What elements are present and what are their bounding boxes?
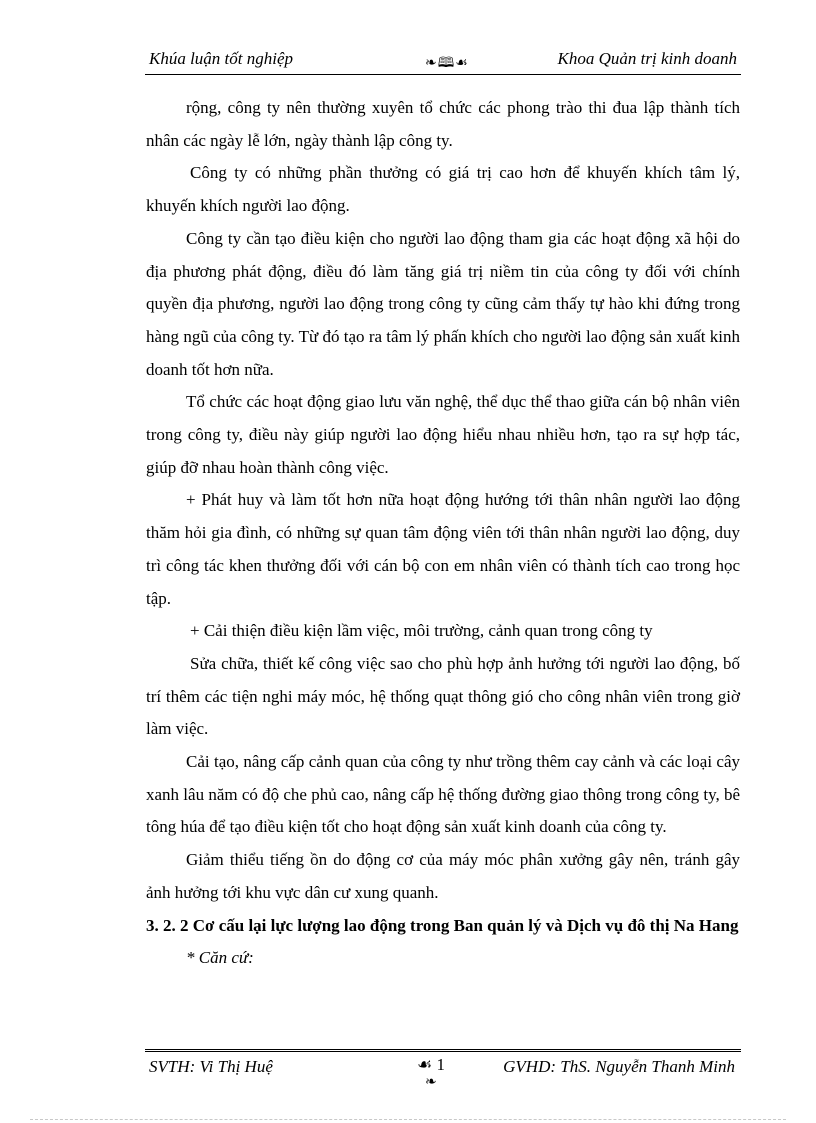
paragraph-8: Cải tạo, nâng cấp cảnh quan của công ty như trồng thêm cay cảnh và các loại cây xanh lâu năm có độ che phủ cao, nâng cấp hệ thống đường giao thông trong công ty, bê tông húa để tạo điều kiện tốt cho hoạt động sản xuất kinh doanh của công ty. [146, 752, 741, 837]
header-faculty: Khoa Quản trị kinh doanh [557, 49, 737, 68]
paragraph-5: + Phát huy và làm tốt hơn nữa hoạt động hướng tới thân nhân người lao động thăm hỏi gia đình, có những sự quan tâm động viên tới thân nhân người lao động, duy trì công tác khen thưởng đối với cán bộ con em nhân viên có thành tích cao trong học tập. [146, 490, 740, 608]
paragraph-2: Công ty có những phần thưởng có giá trị cao hơn để khuyến khích tâm lý, khuyến khích người lao động. [146, 163, 740, 216]
paragraph-7: Sửa chữa, thiết kế công việc sao cho phù hợp ảnh hưởng tới người lao động, bố trí thêm các tiện nghi máy móc, hệ thống quạt thông gió cho công nhân viên trong giờ làm việc. [146, 653, 740, 739]
footer-ornament-icon: ❧ [425, 1075, 437, 1090]
header-ornament-icon: ❧🕮☙ [425, 56, 469, 71]
page-header [145, 48, 741, 75]
page-footer [145, 1049, 741, 1092]
page-number: ☙ 1 [417, 1055, 445, 1074]
footer-student: SVTH: Vi Thị Huệ [149, 1057, 273, 1076]
paragraph-9: Giảm thiểu tiếng ồn do động cơ của máy móc phân xưởng gây nên, tránh gây ảnh hưởng tới khu vực dân cư xung quanh. [146, 850, 740, 902]
page-edge-divider [30, 1119, 786, 1120]
section-heading: 3. 2. 2 Cơ cấu lại lực lượng lao động trong Ban quản lý và Dịch vụ đô thị Na Hang [146, 915, 739, 935]
header-thesis-title: Khúa luận tốt nghiệp [149, 49, 294, 68]
paragraph-3: Công ty cần tạo điều kiện cho người lao động tham gia các hoạt động xã hội do địa phương phát động, điều đó làm tăng giá trị niềm tin của công ty đối với chính quyền địa phương, người lao động trong công ty cũng cảm thấy tự hào khi đứng trong hàng ngũ của công ty. Từ đó tạo ra tâm lý phấn khích cho người lao động sản xuất kinh doanh tốt hơn nữa. [146, 228, 740, 379]
paragraph-1: rộng, công ty nên thường xuyên tổ chức các phong trào thi đua lập thành tích nhân các ngày lễ lớn, ngày thành lập công ty. [146, 98, 740, 150]
page-body [146, 92, 740, 975]
paragraph-4: Tổ chức các hoạt động giao lưu văn nghệ, thể dục thể thao giữa cán bộ nhân viên trong công ty, điều này giúp người lao động hiểu nhau nhiều hơn, tạo ra sự hợp tác, giúp đỡ nhau hoàn thành công việc. [146, 392, 740, 477]
footer-supervisor: GVHD: ThS. Nguyễn Thanh Minh [503, 1057, 735, 1076]
paragraph-6: + Cải thiện điều kiện lầm việc, môi trường, cảnh quan trong công ty [190, 621, 653, 641]
paragraph-10: * Căn cứ: [186, 948, 254, 968]
